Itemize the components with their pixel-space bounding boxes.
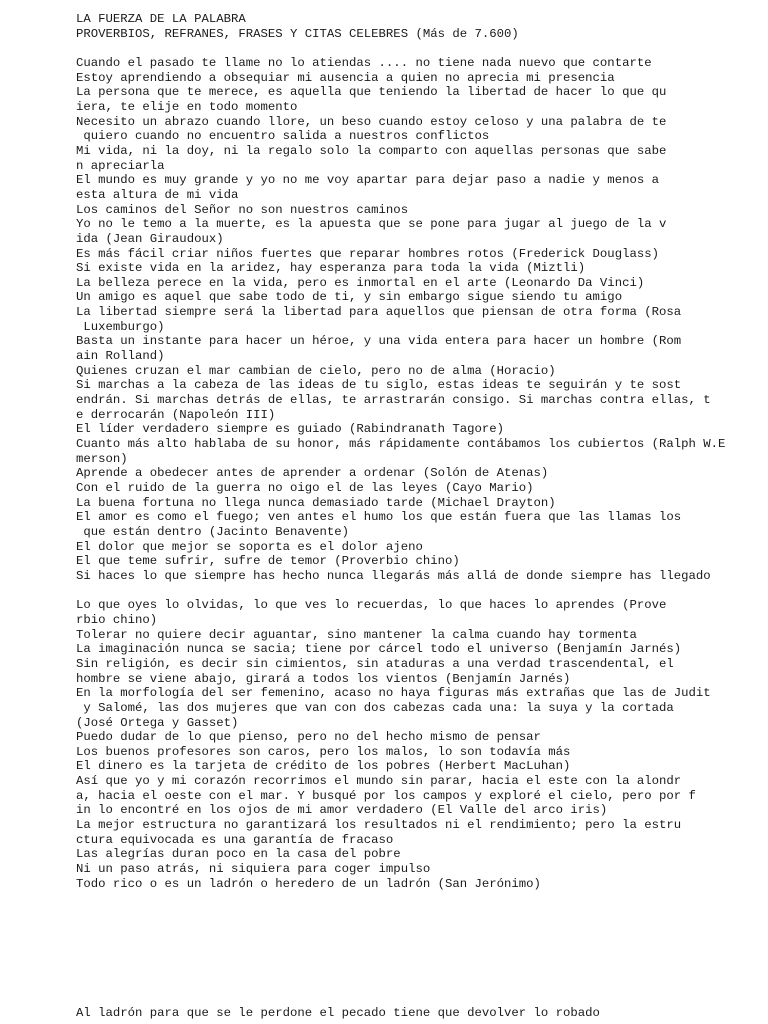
quote-line: que están dentro (Jacinto Benavente): [76, 524, 350, 539]
quote-line: La belleza perece en la vida, pero es inmortal en el arte (Leonardo Da Vinci): [76, 275, 645, 290]
quote-line: Las alegrías duran poco en la casa del pobre: [76, 847, 401, 862]
quote-line: Los caminos del Señor no son nuestros caminos: [76, 202, 409, 217]
quote-line: En la morfología del ser femenino, acaso no haya figuras más extrañas que las de Judit: [76, 686, 711, 701]
quote-line: El mundo es muy grande y yo no me voy apartar para dejar paso a nadie y menos a: [76, 173, 659, 188]
quote-line: Todo rico o es un ladrón o heredero de un ladrón (San Jerónimo): [76, 876, 541, 891]
quote-line: Mi vida, ni la doy, ni la regalo solo la comparto con aquellas personas que sabe: [76, 143, 667, 158]
quote-line: Ni un paso atrás, ni siquiera para coger impulso: [76, 862, 431, 877]
blank-line: [76, 41, 756, 56]
quote-line: Así que yo y mi corazón recorrimos el mundo sin parar, hacia el este con la alondr: [76, 774, 682, 789]
quote-line: El líder verdadero siempre es guiado (Rabindranath Tagore): [76, 422, 505, 437]
quote-line: Quienes cruzan el mar cambian de cielo, pero no de alma (Horacio): [76, 363, 556, 378]
quote-line: merson): [76, 451, 128, 466]
document-subtitle: PROVERBIOS, REFRANES, FRASES Y CITAS CELEBRES (Más de 7.600): [76, 26, 519, 41]
quote-line: El que teme sufrir, sufre de temor (Proverbio chino): [76, 554, 460, 569]
quote-line: Si haces lo que siempre has hecho nunca llegarás más allá de donde siempre has llegado: [76, 568, 711, 583]
quote-line: hombre se viene abajo, girará a todos los vientos (Benjamín Jarnés): [76, 671, 571, 686]
quote-line: Cuanto más alto hablaba de su honor, más rápidamente contábamos los cubiertos (Ralph W.E: [76, 437, 726, 452]
quote-line: Luxemburgo): [76, 319, 165, 334]
quote-line: Cuando el pasado te llame no lo atiendas .... no tiene nada nuevo que contarte: [76, 55, 652, 70]
quote-line: a, hacia el oeste con el mar. Y busqué por los campos y exploré el cielo, pero por f: [76, 788, 696, 803]
quote-line: in lo encontré en los ojos de mi amor verdadero (El Valle del arco iris): [76, 803, 608, 818]
footer-line: Al ladrón para que se le perdone el pecado tiene que devolver lo robado: [76, 1006, 600, 1020]
quote-line: (José Ortega y Gasset): [76, 715, 239, 730]
quote-line: e derrocarán (Napoleón III): [76, 407, 276, 422]
document-title: LA FUERZA DE LA PALABRA: [76, 12, 246, 26]
quote-line: El amor es como el fuego; ven antes el humo los que están fuera que las llamas los: [76, 510, 682, 525]
quote-line: ctura equivocada es una garantía de fracaso: [76, 832, 394, 847]
quote-line: El dolor que mejor se soporta es el dolor ajeno: [76, 539, 423, 554]
quote-line: y Salomé, las dos mujeres que van con dos cabezas cada una: la suya y la cortada: [76, 700, 674, 715]
quote-line: ain Rolland): [76, 349, 165, 364]
quote-line: Con el ruido de la guerra no oigo el de las leyes (Cayo Mario): [76, 481, 534, 495]
quote-line: Yo no le temo a la muerte, es la apuesta que se pone para jugar al juego de la v: [76, 217, 667, 232]
quote-line: esta altura de mi vida: [76, 187, 239, 202]
quote-line: Es más fácil criar niños fuertes que reparar hombres rotos (Frederick Douglass): [76, 246, 659, 261]
quote-line: La mejor estructura no garantizará los resultados ni el rendimiento; pero la estru: [76, 818, 682, 833]
quote-line: Si existe vida en la aridez, hay esperanza para toda la vida (Miztli): [76, 261, 586, 276]
quote-line: Puedo dudar de lo que pienso, pero no del hecho mismo de pensar: [76, 730, 541, 745]
quote-line: El dinero es la tarjeta de crédito de los pobres (Herbert MacLuhan): [76, 759, 571, 774]
quote-line: La persona que te merece, es aquella que teniendo la libertad de hacer lo que qu: [76, 85, 667, 100]
quote-line: ida (Jean Giraudoux): [76, 231, 224, 246]
blank-line: [76, 584, 756, 599]
quote-line: La buena fortuna no llega nunca demasiado tarde (Michael Drayton): [76, 495, 556, 510]
quote-line: Los buenos profesores son caros, pero los malos, lo son todavía más: [76, 744, 571, 759]
quote-line: n apreciarla: [76, 158, 165, 173]
quote-line: Un amigo es aquel que sabe todo de ti, y sin embargo sigue siendo tu amigo: [76, 290, 623, 305]
quote-line: Si marchas a la cabeza de las ideas de tu siglo, estas ideas te seguirán y te sost: [76, 378, 682, 393]
document-body: [76, 12, 756, 891]
quote-line: Necesito un abrazo cuando llore, un beso cuando estoy celoso y una palabra de te: [76, 114, 667, 129]
quote-line: iera, te elije en todo momento: [76, 99, 298, 114]
quote-line: quiero cuando no encuentro salida a nuestros conflictos: [76, 129, 490, 144]
quote-line: Basta un instante para hacer un héroe, y una vida entera para hacer un hombre (Rom: [76, 334, 682, 349]
quote-line: Lo que oyes lo olvidas, lo que ves lo recuerdas, lo que haces lo aprendes (Prove: [76, 598, 667, 613]
quote-line: Sin religión, es decir sin cimientos, sin ataduras a una verdad trascendental, el: [76, 656, 674, 671]
quote-line: rbio chino): [76, 612, 158, 627]
quote-line: Estoy aprendiendo a obsequiar mi ausencia a quien no aprecia mi presencia: [76, 70, 615, 85]
quote-line: endrán. Si marchas detrás de ellas, te arrastrarán consigo. Si marchas contra ellas, t: [76, 393, 711, 408]
quote-line: La imaginación nunca se sacia; tiene por cárcel todo el universo (Benjamín Jarnés): [76, 642, 682, 657]
quote-line: Tolerar no quiere decir aguantar, sino mantener la calma cuando hay tormenta: [76, 627, 637, 642]
quote-line: Aprende a obedecer antes de aprender a ordenar (Solón de Atenas): [76, 466, 549, 481]
quote-line: La libertad siempre será la libertad para aquellos que piensan de otra forma (Rosa: [76, 305, 682, 320]
